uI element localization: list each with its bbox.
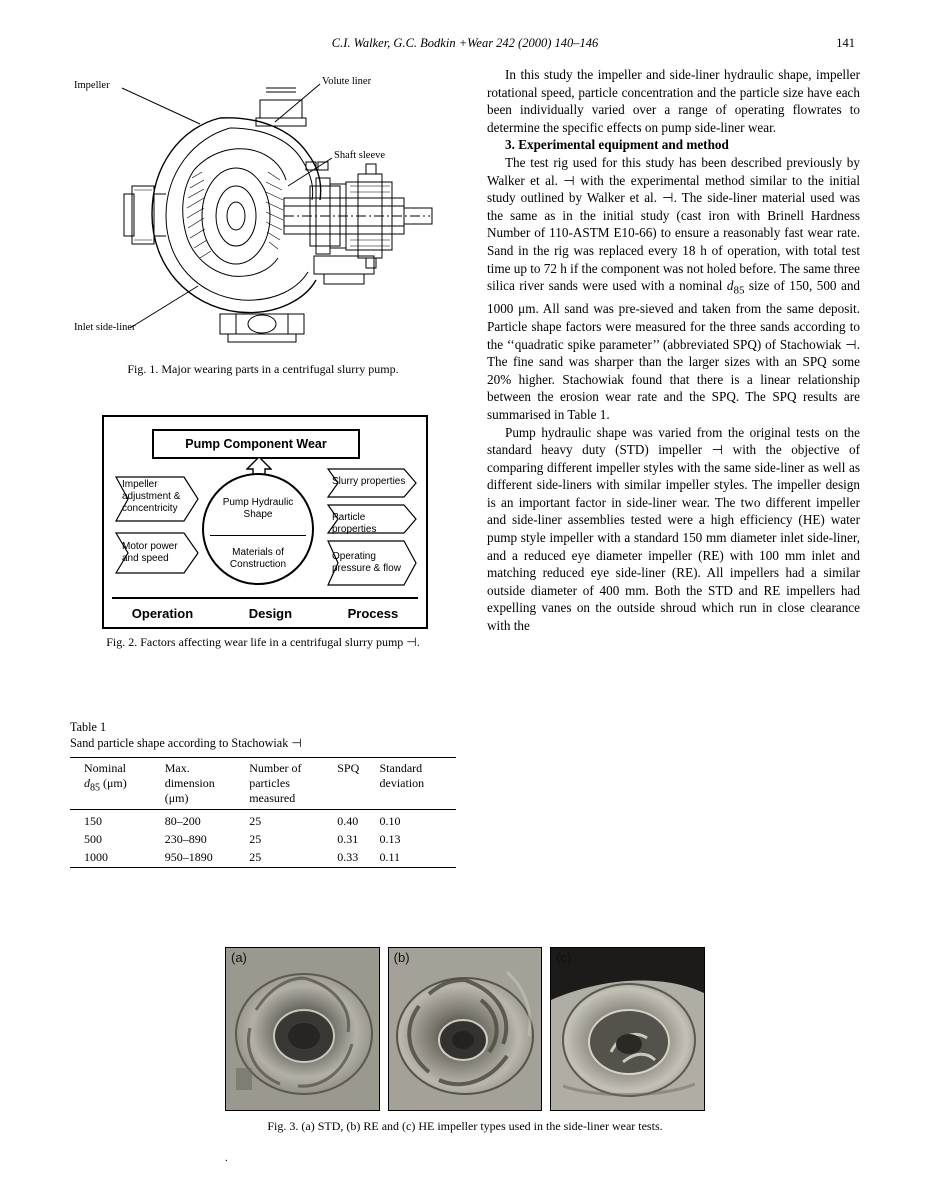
- table-header-nominal: [70, 758, 165, 810]
- figure-3-photos: [225, 947, 705, 1111]
- p2-part5: . The fine sand was sharper than the larger sizes with an SPQ some 20% higher. Stachowiak found that there is a linear relationship between the erosion wear rate and the SPQ. The SPQ results are summarised in Table 1.: [487, 336, 860, 422]
- figure-3-caption: Fig. 3. (a) STD, (b) RE and (c) HE impeller types used in the side-liner wear tests.: [267, 1119, 663, 1133]
- figure-2-caption: Fig. 2. Factors affecting wear life in a centrifugal slurry pump ⊣.: [106, 635, 420, 649]
- impeller-photo-he: [550, 947, 705, 1111]
- right-item-1: Slurry properties: [332, 476, 406, 487]
- p2-d85: d: [726, 278, 734, 294]
- circle-bottom-line2: Construction: [229, 559, 287, 570]
- th1-sub: 85: [90, 782, 100, 794]
- figure-2-divider: [112, 597, 418, 599]
- circle-divider: [210, 535, 306, 536]
- circle-top-line1: Pump Hydraulic: [222, 497, 294, 508]
- re-impeller-image: [389, 948, 543, 1110]
- th3-line3: measured: [249, 791, 296, 805]
- p2-ref3: ⊣: [845, 336, 857, 352]
- pump-cross-section-drawing: [70, 66, 456, 356]
- cell-nominal: 150: [70, 810, 165, 831]
- p3-part1: Pump hydraulic shape was varied from the original tests on the standard heavy duty (STD) impeller: [487, 424, 860, 458]
- label-volute-liner: Volute liner: [322, 76, 372, 87]
- label-inlet-side-liner: Inlet side-liner: [74, 322, 136, 333]
- left-item-1-line3: concentricity: [122, 503, 178, 514]
- p2-part3: . The side-liner material used was the same as in the initial study (cast iron with Brinell Hardness Number of 110-ASTM E10-66) to ensure a reasonably fast wear rate. Sand in the rig was replaced every 18 h of operation, with total test time up to 72 h if the component was not holed before. The same three silica river sands were used with a nominal: [487, 190, 860, 294]
- table-header-count: [249, 758, 337, 810]
- p2-part1: The test rig used for this study has been described previously by Walker et al.: [487, 154, 860, 188]
- right-column: [487, 66, 860, 635]
- figure-3: [225, 947, 705, 1134]
- running-head: C.I. Walker, G.C. Bodkin +Wear 242 (2000) 140–146: [331, 36, 599, 50]
- table-row: [70, 810, 456, 831]
- right-item-3-line2: pressure & flow: [332, 563, 401, 574]
- label-impeller: Impeller: [74, 80, 110, 91]
- right-item-3: [332, 551, 412, 575]
- cell-spq: 0.33: [337, 849, 379, 868]
- cell-spq: 0.31: [337, 832, 359, 846]
- p3-part2: with the objective of comparing different impeller styles with the same side-liner as well as different side-liners with similar impeller styles. The impeller design is an important factor in side-liner wear. The two different impeller and side-liner assemblies tested were a high efficiency (HE) water pump style impeller with a standard 150 mm diameter inlet side-liner, and a reduced eye diameter impeller (RE) with 100 mm inlet and matching reduced eye side-liner (RE). All impellers had a similar outside diameter of 400 mm. Both the STD and RE impellers had expelling vanes on the outside shroud which run in close clearance with the: [487, 442, 861, 634]
- table-1: [70, 720, 456, 868]
- p2-ref1: ⊣: [563, 172, 575, 188]
- impeller-photo-std: [225, 947, 380, 1111]
- table-1-label: Table 1: [70, 720, 107, 734]
- cell-maxdim: 230–890: [164, 832, 207, 846]
- std-impeller-image: [226, 948, 380, 1110]
- left-item-2-line2: and speed: [122, 553, 169, 564]
- page-number: 141: [836, 36, 855, 50]
- cell-stddev: 0.13: [379, 832, 401, 846]
- p2-part4: size of 150, 500 and 1000 μm. All sand was pre-sieved and taken from the same deposit. Particle shape factors were measured for the three sands according to the ‘‘quadratic spike parameter’’ (abbreviated SPQ) of Stachowiak: [487, 278, 861, 352]
- table-1-grid: [70, 757, 456, 868]
- th2-line1: Max.: [164, 761, 190, 775]
- circle-top-line2: Shape: [243, 509, 273, 520]
- photo-tag-b: (b): [393, 950, 410, 965]
- paragraph-1: In this study the impeller and side-liner hydraulic shape, impeller rotational speed, particle concentration and the particle size have each been individually varied over a range of operating flowrates to determine the specific effects on pump side-liner wear.: [487, 67, 860, 135]
- hydraulic-shape-circle: [202, 473, 314, 585]
- left-item-2-line1: Motor power: [122, 541, 178, 552]
- p3-ref1: ⊣: [711, 442, 724, 458]
- cell-count: 25: [249, 832, 262, 846]
- th5-line1: Standard: [379, 761, 423, 775]
- cell-nominal: 500: [84, 832, 102, 846]
- figure-2: [70, 415, 456, 650]
- table-header-spq: SPQ: [337, 761, 360, 775]
- section-heading-3: 3. Experimental equipment and method: [505, 137, 729, 153]
- th2-line2: dimension: [164, 776, 215, 790]
- label-shaft-sleeve: Shaft sleeve: [334, 150, 386, 161]
- table-row: [70, 849, 456, 868]
- left-item-2: [122, 541, 188, 565]
- paragraph-2: [487, 154, 860, 424]
- left-item-1-line1: Impeller: [122, 479, 158, 490]
- th1-line1: Nominal: [84, 761, 126, 775]
- figure-2-frame: [102, 415, 428, 629]
- figure-2-footer: [104, 606, 426, 621]
- right-item-2: Particle properties: [332, 512, 377, 535]
- figure-1: [70, 66, 456, 356]
- table-row: [70, 831, 456, 849]
- cell-stddev: 0.10: [380, 810, 457, 831]
- p2-ref2: ⊣: [662, 190, 674, 206]
- table-1-title: Sand particle shape according to Stachowiak ⊣: [70, 736, 302, 750]
- left-column: [70, 66, 456, 868]
- p2-part2: with the experimental method similar to the initial study outlined by Walker et al.: [487, 172, 861, 206]
- table-header-stddev: [380, 758, 457, 810]
- circle-bottom-line1: Materials of: [232, 547, 284, 558]
- cell-count: 25: [249, 810, 337, 831]
- right-item-3-line1: Operating: [332, 551, 376, 562]
- left-item-1: [122, 479, 188, 515]
- cell-maxdim: 950–1890: [165, 849, 250, 868]
- cell-spq: 0.40: [337, 810, 379, 831]
- cell-nominal: 1000: [70, 849, 165, 868]
- cell-maxdim: 80–200: [165, 810, 250, 831]
- th1-unit: (μm): [100, 776, 127, 790]
- page-footer-mark: .: [225, 1152, 228, 1164]
- th1-d: d: [84, 776, 90, 790]
- photo-tag-a: (a): [231, 950, 247, 965]
- photo-tag-c: (c): [556, 950, 572, 965]
- pump-component-wear-box: Pump Component Wear: [152, 429, 360, 459]
- th2-line3: (μm): [164, 791, 189, 805]
- table-header-maxdim: [165, 758, 250, 810]
- th5-line2: deviation: [379, 776, 425, 790]
- footer-operation: Operation: [131, 606, 194, 621]
- cell-stddev: 0.11: [380, 849, 457, 868]
- figure-1-caption: Fig. 1. Major wearing parts in a centrifugal slurry pump.: [127, 362, 399, 376]
- p2-d85-sub: 85: [733, 284, 745, 297]
- he-impeller-image: [551, 948, 705, 1110]
- th3-line2: particles: [249, 776, 290, 790]
- footer-design: Design: [248, 606, 293, 621]
- paragraph-3: [487, 424, 860, 635]
- impeller-photo-re: [388, 947, 543, 1111]
- left-item-1-line2: adjustment &: [122, 491, 181, 502]
- cell-count: 25: [249, 849, 337, 868]
- th3-line1: Number of: [249, 761, 302, 775]
- footer-process: Process: [347, 606, 399, 621]
